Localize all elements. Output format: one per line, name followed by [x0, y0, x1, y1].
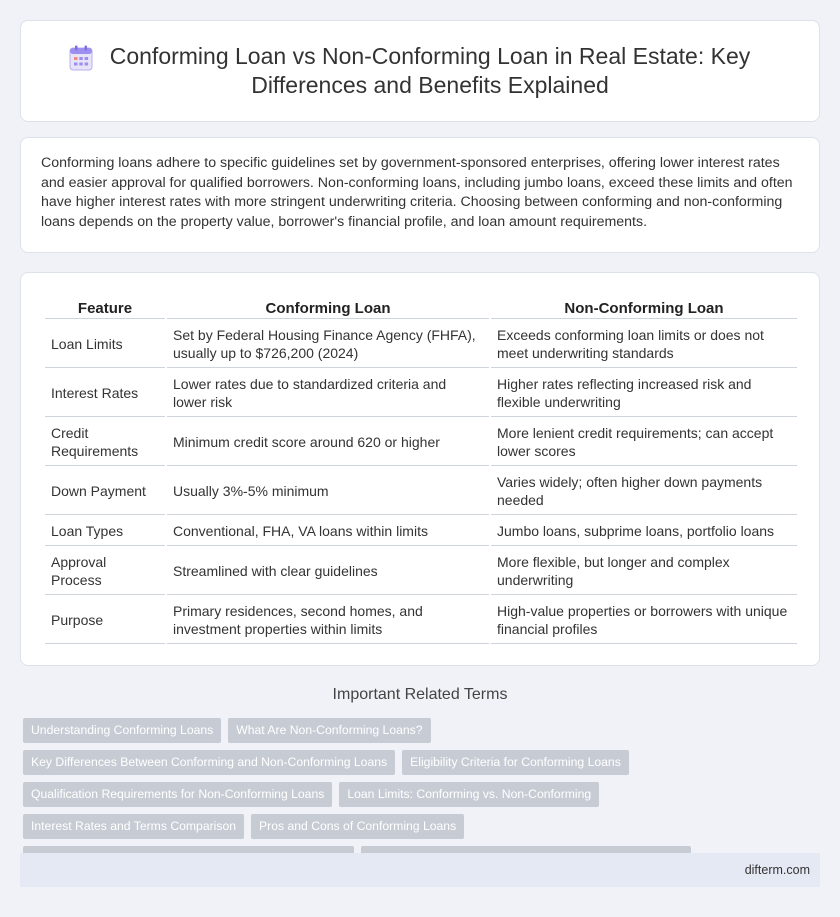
table-cell: Loan Limits	[45, 321, 165, 368]
table-cell: Jumbo loans, subprime loans, portfolio loans	[491, 517, 797, 546]
table-cell: Loan Types	[45, 517, 165, 546]
intro-paragraph: Conforming loans adhere to specific guidelines set by government-sponsored enterprises, offering lower interest rates and easier approval for qualified borrowers. Non-conforming loans, including jumbo loans, exceed these limits and often have higher interest rates with more stringent underwriting criteria. Choosing between conforming and non-conforming loans depends on the property value, borrower's financial profile, and loan amount requirements.	[41, 155, 793, 230]
table-row	[45, 597, 797, 644]
related-term-link[interactable]: Pros and Cons of Conforming Loans	[251, 814, 464, 839]
table-cell: More lenient credit requirements; can accept lower scores	[491, 419, 797, 466]
table-cell: Set by Federal Housing Finance Agency (FHFA), usually up to $726,200 (2024)	[167, 321, 489, 368]
table-header-row	[45, 295, 797, 319]
related-term-link[interactable]: Interest Rates and Terms Comparison	[23, 814, 244, 839]
table-row	[45, 321, 797, 368]
related-term-link[interactable]: What Are Non-Conforming Loans?	[228, 718, 430, 743]
related-terms-heading: Important Related Terms	[332, 686, 508, 703]
table-cell: Higher rates reflecting increased risk and flexible underwriting	[491, 370, 797, 417]
footer	[20, 853, 820, 887]
column-header-conforming: Conforming Loan	[167, 295, 489, 319]
table-row	[45, 370, 797, 417]
page-title: Conforming Loan vs Non-Conforming Loan in Real Estate: Key Differences and Benefits Explained	[109, 43, 751, 98]
table-cell: Credit Requirements	[45, 419, 165, 466]
comparison-table-card	[20, 272, 820, 666]
table-cell: Purpose	[45, 597, 165, 644]
table-cell: Interest Rates	[45, 370, 165, 417]
table-row	[45, 419, 797, 466]
table-cell: Approval Process	[45, 548, 165, 595]
table-cell: Streamlined with clear guidelines	[167, 548, 489, 595]
column-header-feature: Feature	[45, 295, 165, 319]
comparison-table	[43, 293, 799, 646]
intro-card	[20, 137, 820, 253]
title-card	[20, 20, 820, 122]
related-term-link[interactable]: Eligibility Criteria for Conforming Loans	[402, 750, 629, 775]
table-cell: High-value properties or borrowers with unique financial profiles	[491, 597, 797, 644]
table-cell: Varies widely; often higher down payments needed	[491, 468, 797, 515]
table-cell: Conventional, FHA, VA loans within limits	[167, 517, 489, 546]
table-cell: More flexible, but longer and complex underwriting	[491, 548, 797, 595]
table-cell: Exceeds conforming loan limits or does not meet underwriting standards	[491, 321, 797, 368]
table-row	[45, 548, 797, 595]
table-row	[45, 468, 797, 515]
footer-site-link[interactable]: difterm.com	[744, 863, 810, 877]
table-cell: Primary residences, second homes, and investment properties within limits	[167, 597, 489, 644]
related-term-link[interactable]: Key Differences Between Conforming and Non-Conforming Loans	[23, 750, 395, 775]
table-cell: Usually 3%-5% minimum	[167, 468, 489, 515]
table-row	[45, 517, 797, 546]
related-term-link[interactable]: Understanding Conforming Loans	[23, 718, 221, 743]
column-header-non-conforming: Non-Conforming Loan	[491, 295, 797, 319]
table-cell: Down Payment	[45, 468, 165, 515]
related-term-link[interactable]: Qualification Requirements for Non-Conforming Loans	[23, 782, 332, 807]
table-cell: Lower rates due to standardized criteria and lower risk	[167, 370, 489, 417]
table-cell: Minimum credit score around 620 or higher	[167, 419, 489, 466]
related-term-link[interactable]: Loan Limits: Conforming vs. Non-Conforming	[339, 782, 599, 807]
